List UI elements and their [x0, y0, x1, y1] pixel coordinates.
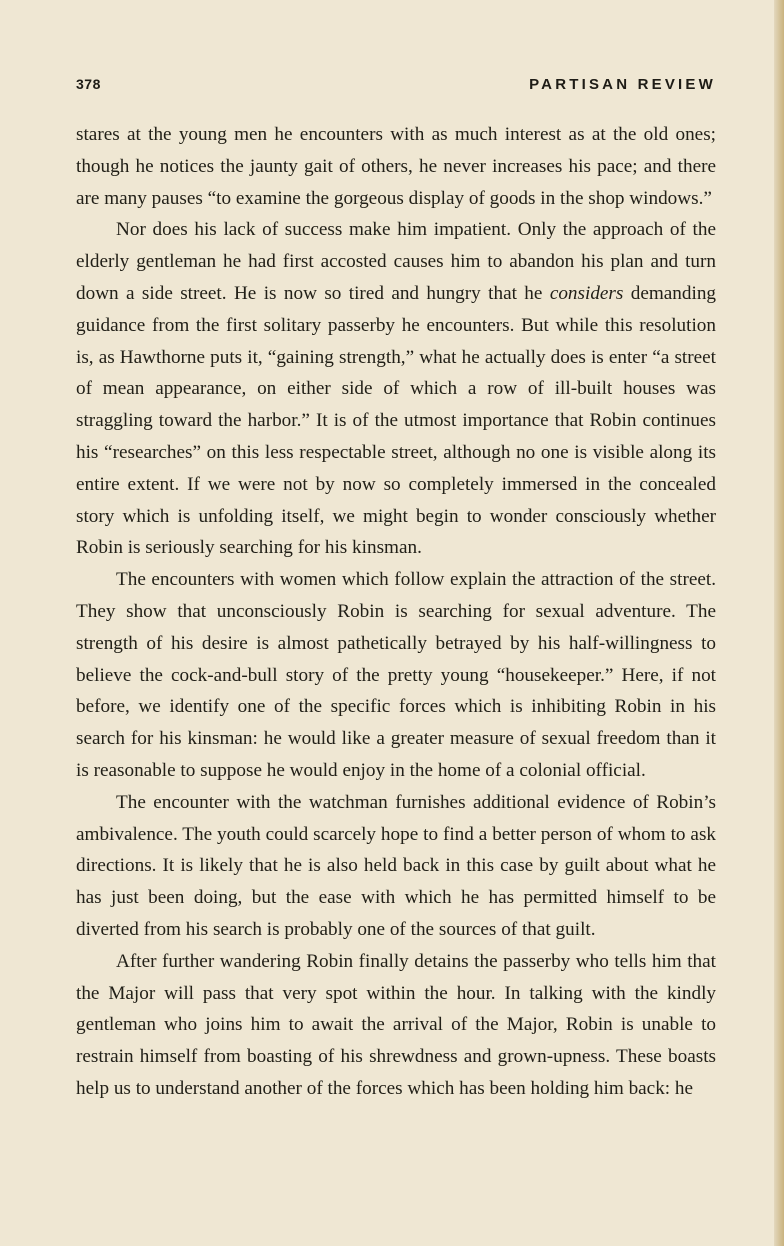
page-header — [76, 76, 716, 98]
running-head: PARTISAN REVIEW — [529, 76, 716, 93]
paragraph-5: After further wandering Robin finally detains the passerby who tells him that the Major will pass that very spot within the hour. In talking with the kindly gentleman who joins him to await the arrival of the Major, Robin is unable to restrain himself from boasting of his shrewdness and grown-upness. These boasts help us to understand another of the forces which has been holding him back: he — [76, 950, 716, 1099]
paragraph-2 — [76, 214, 716, 564]
paragraph-3: The encounters with women which follow explain the attraction of the street. They show that unconsciously Robin is searching for sexual adventure. The strength of his desire is almost pathetically betrayed by his half-willingness to believe the cock-and-bull story of the pretty young “housekeeper.” Here, if not before, we identify one of the specific forces which is inhibiting Robin in his search for his kinsman: he would like a greater measure of sexual freedom than it is reasonable to suppose he would enjoy in the home of a colonial official. — [76, 569, 716, 781]
paragraph-4: The encounter with the watchman furnishes additional evidence of Robin’s ambivalence. The youth could scarcely hope to find a better person of whom to ask directions. It is likely that he is also held back in this case by guilt about what he has just been doing, but the ease with which he has permitted himself to be diverted from his search is probably one of the sources of that guilt. — [76, 791, 716, 940]
body-text — [76, 119, 716, 1105]
paragraph-2-emphasis: considers — [549, 282, 624, 304]
paragraph-2-text-after: demanding guidance from the first solitary passerby he encounters. But while this resolution is, as Hawthorne puts it, “gaining strength,” what he actually does is enter “a street of mean appearance, on either side of which a row of ill-built houses was straggling toward the harbor.” It is of the utmost importance that Robin continues his “researches” on this less respectable street, although no one is visible along its entire extent. If we were not by now so completely immersed in the concealed story which is unfolding itself, we might begin to wonder consciously whether Robin is seriously searching for his kinsman. — [76, 282, 717, 559]
page-number: 378 — [76, 76, 101, 92]
paragraph-2-text-before: Nor does his lack of success make him impatient. Only the approach of the elderly gentleman he had first accosted causes him to abandon his plan and turn down a side street. He is now so tired and hungry that he — [76, 219, 716, 304]
paragraph-1: stares at the young men he encounters with as much interest as at the old ones; though he notices the jaunty gait of others, he never increases his pace; and there are many pauses “to examine the gorgeous display of goods in the shop windows.” — [76, 124, 716, 209]
page-edge-shadow — [774, 0, 784, 1246]
